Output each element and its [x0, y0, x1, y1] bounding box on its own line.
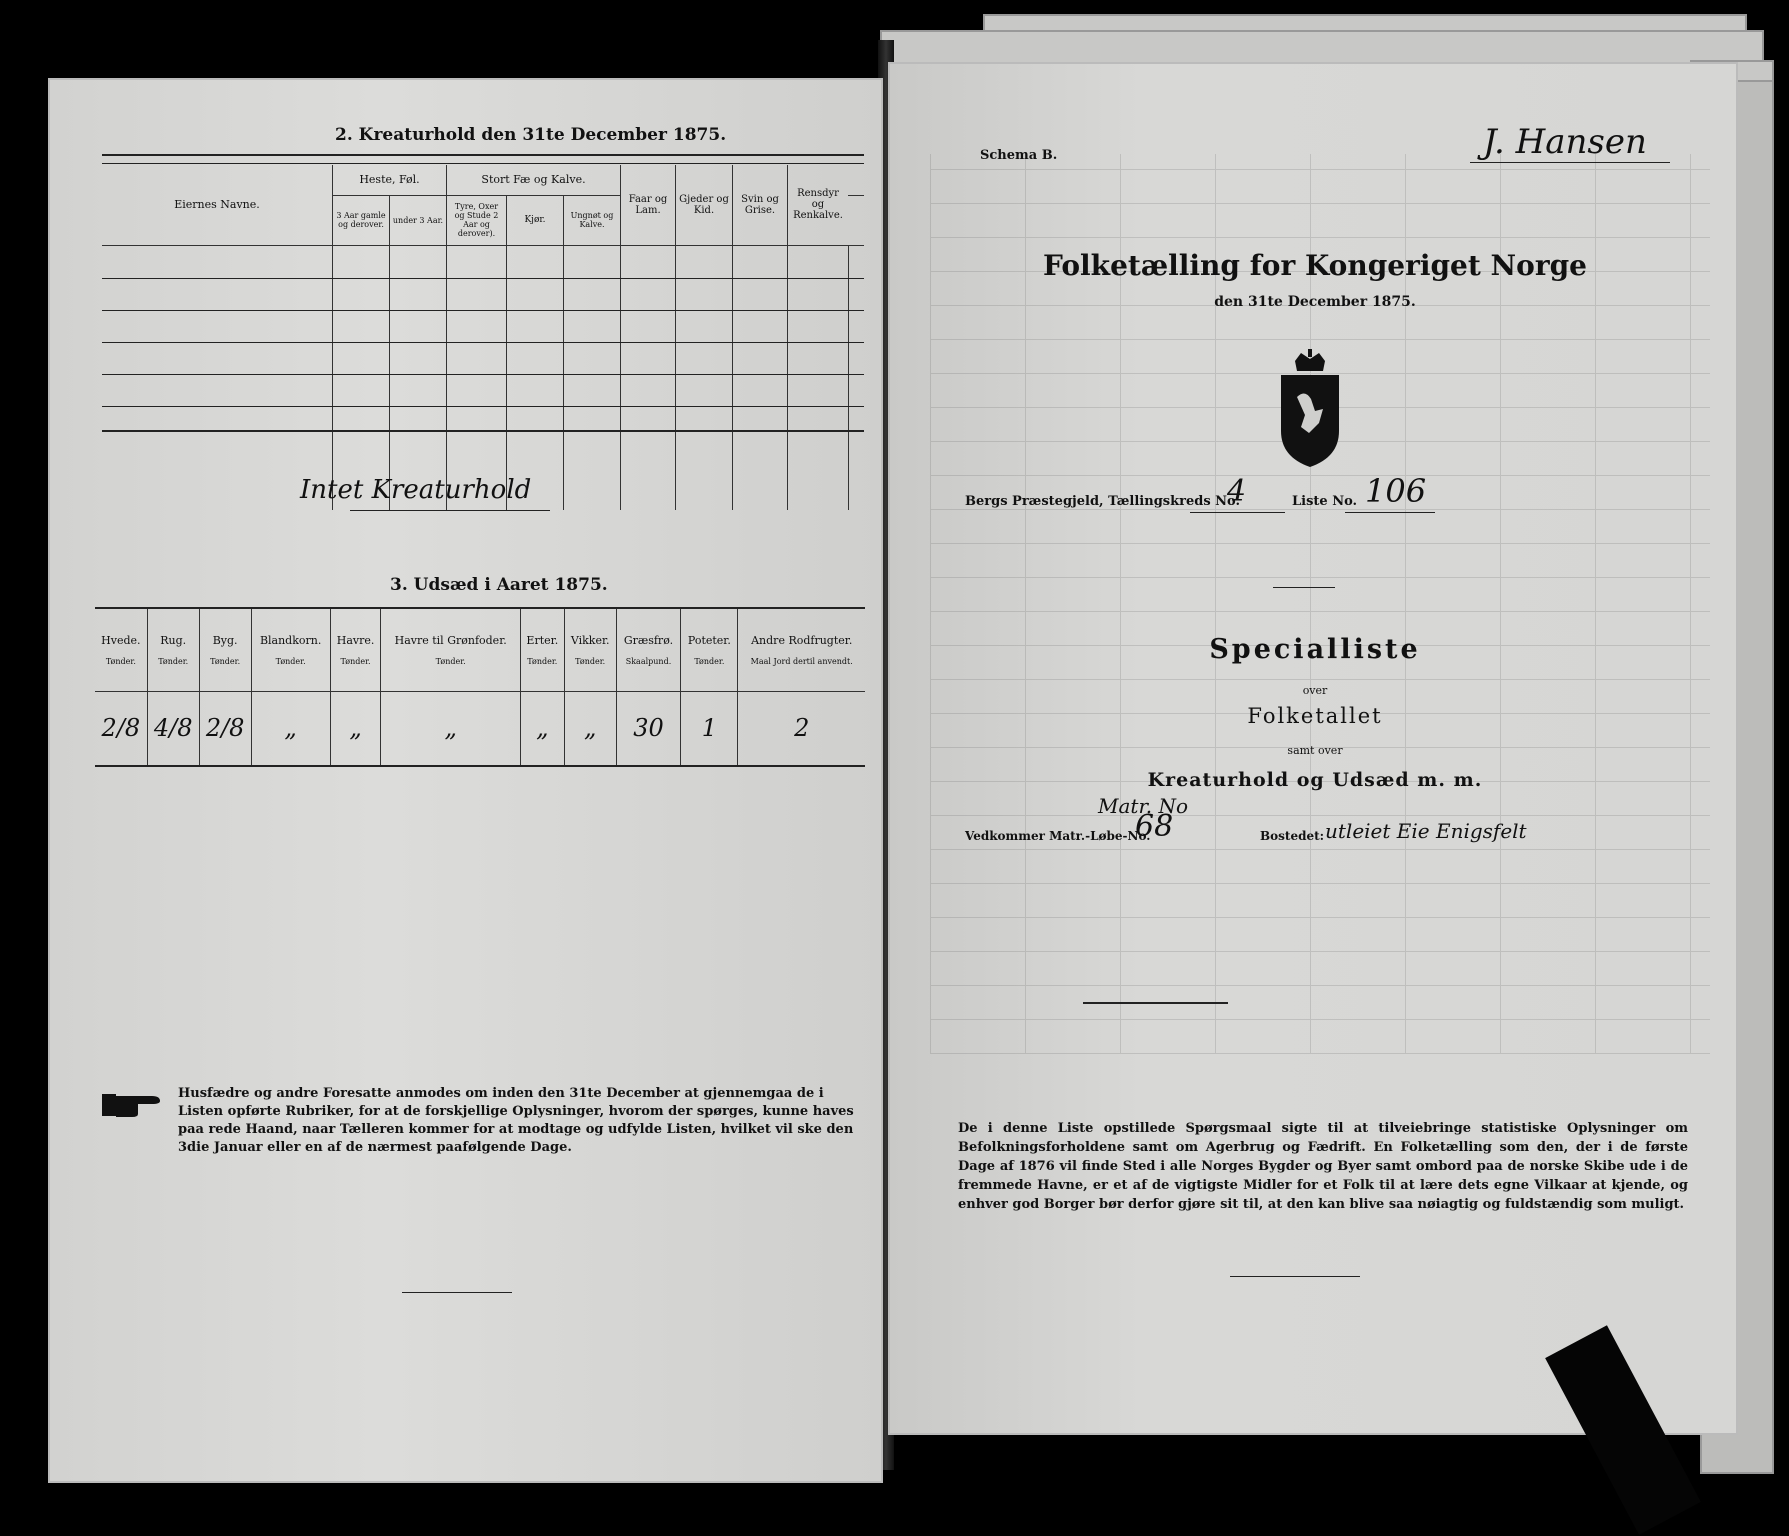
owner-column-header: Eiernes Navne. — [174, 198, 260, 212]
table-cell — [564, 245, 621, 510]
sowing-unit: Tønder. — [527, 656, 558, 666]
sowing-grid — [95, 609, 865, 765]
date-line: den 31te December 1875. — [1214, 294, 1416, 310]
divider-rule — [1273, 587, 1335, 588]
table-cell — [447, 245, 507, 510]
sheep-column-header: Faar og Lam. — [621, 165, 676, 245]
handwritten-note: Intet Kreaturhold — [300, 475, 532, 505]
sowing-crop-name: Havre. — [336, 633, 375, 647]
bostedet-label: Bostedet: — [1260, 829, 1325, 843]
cattle-cows-header: Kjør. — [507, 195, 564, 245]
table-cell — [733, 245, 788, 510]
sowing-column-header — [330, 609, 381, 691]
sowing-column-header — [95, 609, 147, 691]
pigs-column-header: Svin og Grise. — [733, 165, 788, 245]
fill-line — [1190, 512, 1285, 513]
row-rule — [102, 406, 864, 407]
lobe-number: 68 — [1135, 809, 1174, 844]
table-cell — [390, 245, 447, 510]
matr-handwritten: Matr. No — [1098, 794, 1189, 818]
handwritten-underline — [350, 510, 550, 511]
pointing-hand-icon — [102, 1090, 164, 1122]
sowing-value-cell: „ — [520, 691, 564, 765]
district-number: 4 — [1227, 474, 1247, 509]
sowing-unit: Tønder. — [694, 656, 725, 666]
row-rule — [102, 278, 864, 279]
sowing-crop-name: Rug. — [160, 633, 187, 647]
sowing-value-cell: „ — [564, 691, 616, 765]
left-page — [48, 78, 883, 1483]
row-rule — [102, 310, 864, 311]
sowing-value-cell: 4/8 — [147, 691, 199, 765]
table-cell — [507, 245, 564, 510]
sowing-value-cell: 2/8 — [101, 714, 141, 743]
table-cell — [676, 245, 733, 510]
sowing-crop-name: Vikker. — [570, 633, 610, 647]
sowing-value-cell: 1 — [681, 691, 738, 765]
sowing-unit: Maal Jord dertil anvendt. — [750, 656, 853, 666]
table-rule — [95, 765, 865, 767]
table-cell — [788, 245, 849, 510]
list-number: 106 — [1365, 472, 1427, 510]
parish-line — [965, 494, 1240, 509]
horse-3yr-header: 3 Aar gamle og derover. — [333, 195, 390, 245]
sowing-unit: Tønder. — [158, 656, 189, 666]
sowing-column-header — [616, 609, 681, 691]
bleed-through-grid — [930, 154, 1710, 1054]
sowing-value-cell: „ — [251, 691, 330, 765]
section3-title: 3. Udsæd i Aaret 1875. — [390, 575, 608, 595]
parish-label: Bergs Præstegjeld, Tællingskreds No. — [965, 494, 1241, 509]
closing-rule — [1230, 1276, 1360, 1277]
table-cell — [333, 245, 390, 510]
cattle-bulls-header: Tyre, Oxer og Stude 2 Aar og derover). — [447, 195, 507, 245]
sowing-value-cell: „ — [381, 691, 520, 765]
coat-of-arms-icon — [1275, 349, 1345, 473]
sowing-crop-name: Blandkorn. — [259, 633, 322, 647]
signature-underline — [1470, 162, 1670, 163]
goats-column-header: Gjeder og Kid. — [676, 165, 733, 245]
sowing-crop-name: Poteter. — [687, 633, 731, 647]
sowing-unit: Tønder. — [575, 656, 606, 666]
sowing-unit: Tønder. — [340, 656, 371, 666]
sowing-unit: Skaalpund. — [625, 656, 672, 666]
section2-title: 2. Kreaturhold den 31te December 1875. — [335, 125, 727, 145]
fill-line — [1345, 512, 1435, 513]
main-title: Folketælling for Kongeriget Norge — [1043, 249, 1587, 282]
table-cell — [621, 245, 676, 510]
sowing-column-header — [381, 609, 520, 691]
specialliste-heading: Specialliste — [1209, 634, 1421, 665]
table-rule — [102, 430, 864, 432]
cattle-calves-header: Ungnøt og Kalve. — [564, 195, 621, 245]
sowing-unit: Tønder. — [210, 656, 241, 666]
livestock-table — [102, 165, 864, 510]
closing-rule — [402, 1292, 512, 1293]
horse-under3-header: under 3 Aar. — [390, 195, 447, 245]
sowing-column-header — [251, 609, 330, 691]
horse-group-header: Heste, Føl. — [333, 165, 447, 195]
sowing-value-cell: 2/8 — [199, 691, 251, 765]
sowing-column-header — [520, 609, 564, 691]
sowing-column-header — [681, 609, 738, 691]
sowing-unit: Tønder. — [435, 656, 466, 666]
sowing-crop-name: Græsfrø. — [623, 633, 674, 647]
instructions-notice: Husfædre og andre Foresatte anmodes om inden den 31te December at gjennemgaa de i Listen opførte Rubriker, for at de forskjellige Oplysninger, hvorom der spørges, kunne haves paa rede Haand, naar Tælleren kommer for at modtage og udfylde Listen, hvilket vil ske den 3die Januar eller en af de nærmest paafølgende Dage. — [178, 1086, 854, 1155]
sowing-column-header — [199, 609, 251, 691]
cattle-group-header: Stort Fæ og Kalve. — [447, 165, 621, 195]
sowing-table — [95, 609, 865, 765]
sowing-value-cell: „ — [330, 691, 381, 765]
sowing-value-cell: 30 — [616, 691, 681, 765]
kreaturhold-heading: Kreaturhold og Udsæd m. m. — [1147, 769, 1483, 791]
signature: J. Hansen — [1483, 122, 1647, 162]
bostedet-value: utleiet Eie Enigsfelt — [1325, 819, 1527, 843]
samt-over-text: samt over — [1287, 744, 1343, 757]
sowing-column-header — [564, 609, 616, 691]
explanation-text: De i denne Liste opstillede Spørgsmaal sigte til at tilveiebringe statistiske Oplysninger om Befolkningsforholdene samt om Agerbrug og Fædrift. En Folketælling som den, der i de første Dage af 1876 vil finde Sted i alle Norges Bygder og Byer samt ombord paa de norske Skibe ude i de fremmede Havne, er et af de vigtigste Midler for et Folk til at lære dets egne Vilkaar at kjende, og enhver god Borger bør derfor gjøre sit til, at den kan blive saa nøiagtig og fuldstændig som muligt. — [958, 1121, 1688, 1212]
reindeer-column-header: Rensdyr og Renkalve. — [788, 165, 849, 245]
over-text: over — [1302, 684, 1328, 697]
sowing-column-header — [147, 609, 199, 691]
sowing-column-header — [738, 609, 865, 691]
schema-label: Schema B. — [980, 148, 1058, 163]
sowing-crop-name: Havre til Grønfoder. — [394, 633, 507, 647]
sowing-crop-name: Erter. — [526, 633, 559, 647]
sowing-unit: Tønder. — [275, 656, 306, 666]
table-cell — [848, 245, 864, 510]
table-rule — [102, 163, 864, 164]
table-rule — [102, 154, 864, 156]
sowing-crop-name: Andre Rodfrugter. — [751, 633, 853, 647]
sowing-unit: Tønder. — [105, 656, 136, 666]
divider-rule — [1083, 1002, 1228, 1004]
row-rule — [102, 342, 864, 343]
sowing-crop-name: Byg. — [212, 633, 238, 647]
list-label: Liste No. — [1292, 494, 1358, 509]
folketallet-heading: Folketallet — [1247, 704, 1383, 728]
right-page — [888, 62, 1738, 1435]
sowing-crop-name: Hvede. — [101, 633, 141, 647]
table-cell — [102, 245, 333, 510]
sowing-value-cell: 2 — [738, 691, 865, 765]
vedkommer-label: Vedkommer Matr.-Løbe-No. — [965, 829, 1151, 843]
row-rule — [102, 374, 864, 375]
